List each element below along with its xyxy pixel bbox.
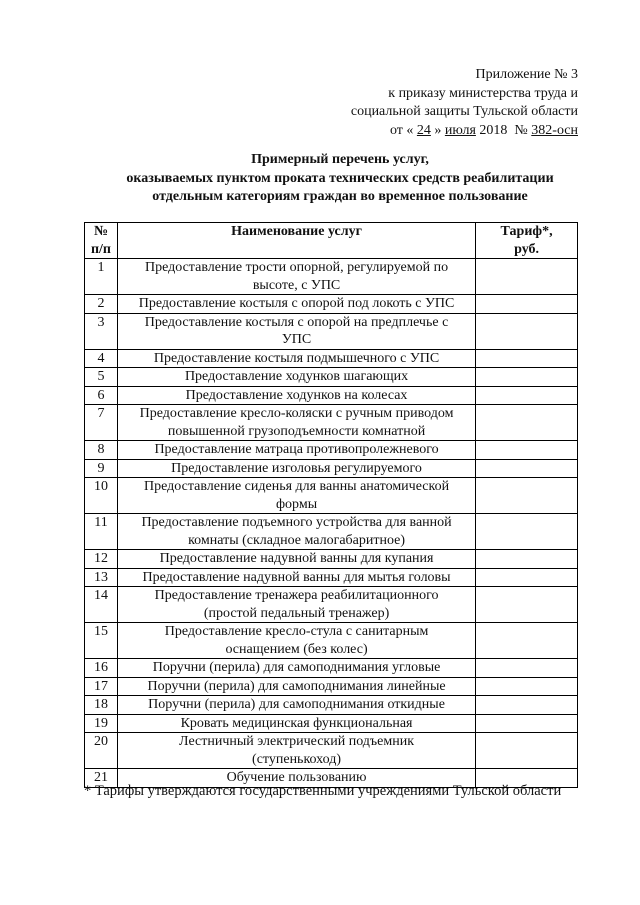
row-number: 19 — [85, 714, 118, 733]
tariff-cell — [476, 368, 578, 387]
row-number: 13 — [85, 568, 118, 587]
tariff-cell — [476, 295, 578, 314]
service-name-line-1: Предоставление тренажера реабилитационного — [154, 588, 439, 603]
services-table — [84, 222, 578, 788]
service-name-line-2: формы — [275, 496, 318, 512]
service-name — [117, 259, 475, 295]
row-number: 1 — [85, 259, 118, 295]
service-name — [117, 405, 475, 441]
service-name — [117, 568, 475, 587]
title-line-1: Примерный перечень услуг, — [251, 152, 429, 167]
tariff-cell — [476, 313, 578, 349]
service-name-line-1: Предоставление трости опорной, регулируемой по — [144, 260, 449, 275]
tariff-cell — [476, 623, 578, 659]
service-name — [117, 714, 475, 733]
row-number: 12 — [85, 550, 118, 569]
service-name-line-1: Предоставление сиденья для ванны анатомической — [144, 479, 450, 494]
header-service-name: Наименование услуг — [117, 223, 475, 259]
service-name-line-2: оснащением (без колес) — [225, 641, 368, 657]
service-name-line-1: Обучение пользованию — [226, 770, 367, 785]
tariff-cell — [476, 459, 578, 478]
table-row — [85, 295, 578, 314]
tariff-cell — [476, 405, 578, 441]
service-name-line-1: Поручни (перила) для самоподнимания откидные — [148, 697, 445, 712]
table-row — [85, 587, 578, 623]
row-number: 17 — [85, 677, 118, 696]
table-row — [85, 441, 578, 460]
row-number: 11 — [85, 514, 118, 550]
row-number: 6 — [85, 386, 118, 405]
header-number-line-1: № — [93, 224, 109, 239]
service-name-line-1: Предоставление костыля подмышечного с УПС — [153, 350, 440, 366]
service-name-line-1: Предоставление надувной ванны для купания — [159, 551, 434, 566]
table-header-row — [85, 223, 578, 259]
service-name — [117, 677, 475, 696]
service-name-line-1: Предоставление костыля с опорой на предплечье с — [144, 314, 449, 330]
tariff-cell — [476, 386, 578, 405]
order-reference: к приказу министерства труда и — [388, 85, 578, 101]
table-row — [85, 714, 578, 733]
header-tariff — [476, 223, 578, 259]
table-row — [85, 623, 578, 659]
service-name-line-2: повышенной грузоподъемности комнатной — [167, 423, 426, 439]
document-title — [40, 151, 640, 207]
tariff-cell — [476, 733, 578, 769]
table-row — [85, 568, 578, 587]
row-number: 10 — [85, 478, 118, 514]
date-mid: » — [434, 122, 442, 138]
row-number: 16 — [85, 659, 118, 678]
number-prefix: № — [514, 122, 528, 138]
tariff-cell — [476, 587, 578, 623]
tariff-footnote: * Тарифы утверждаются государственными учреждениями Тульской области — [84, 783, 562, 799]
service-name-line-1: Предоставление ходунков на колесах — [185, 387, 408, 403]
header-number-line-2: п/п — [90, 241, 111, 257]
service-name-line-1: Предоставление матраца противопролежневого — [154, 442, 439, 457]
table-row — [85, 349, 578, 368]
service-name — [117, 623, 475, 659]
tariff-cell — [476, 514, 578, 550]
order-date-line — [288, 122, 578, 141]
tariff-cell — [476, 714, 578, 733]
date-prefix: от « — [389, 122, 414, 138]
service-name-line-1: Предоставление изголовья регулируемого — [171, 460, 422, 476]
table-row — [85, 259, 578, 295]
row-number: 18 — [85, 696, 118, 715]
row-number: 15 — [85, 623, 118, 659]
table-row — [85, 459, 578, 478]
date-day: 24 — [416, 122, 431, 138]
row-number: 20 — [85, 733, 118, 769]
service-name — [117, 313, 475, 349]
row-number: 2 — [85, 295, 118, 314]
table-row — [85, 677, 578, 696]
header-tariff-line-2: руб. — [514, 241, 540, 257]
service-name-line-1: Предоставление надувной ванны для мытья головы — [142, 569, 451, 585]
table-row — [85, 550, 578, 569]
tariff-cell — [476, 349, 578, 368]
tariff-cell — [476, 441, 578, 460]
table-row — [85, 659, 578, 678]
tariff-cell — [476, 259, 578, 295]
table-row — [85, 478, 578, 514]
tariff-cell — [476, 677, 578, 696]
service-name-line-2: комнаты (складное малогабаритное) — [188, 532, 406, 548]
service-name — [117, 441, 475, 460]
service-name — [117, 459, 475, 478]
service-name-line-1: Поручни (перила) для самоподнимания угловые — [152, 660, 441, 675]
service-name — [117, 550, 475, 569]
header-number — [85, 223, 118, 259]
service-name-line-1: Предоставление ходунков шагающих — [184, 369, 409, 384]
service-name-line-2: УПС — [281, 332, 312, 347]
service-name-line-2: (ступенькоход) — [252, 751, 342, 767]
service-name — [117, 349, 475, 368]
table-row — [85, 386, 578, 405]
service-name — [117, 733, 475, 769]
table-row — [85, 313, 578, 349]
service-name — [117, 295, 475, 314]
service-name-line-2: (простой педальный тренажер) — [203, 605, 390, 621]
tariff-cell — [476, 696, 578, 715]
title-line-3: отдельным категориям граждан во временное пользование — [152, 189, 528, 204]
table-body — [85, 259, 578, 788]
service-name — [117, 587, 475, 623]
appendix-number: Приложение № 3 — [475, 67, 578, 82]
service-name-line-1: Кровать медицинская функциональная — [180, 715, 413, 731]
service-name — [117, 514, 475, 550]
date-month: июля — [444, 122, 476, 138]
title-line-2: оказываемых пунктом проката технических средств реабилитации — [126, 170, 554, 186]
service-name — [117, 386, 475, 405]
service-name-line-1: Предоставление кресло-стула с санитарным — [164, 624, 429, 639]
row-number: 14 — [85, 587, 118, 623]
tariff-cell — [476, 568, 578, 587]
tariff-cell — [476, 659, 578, 678]
row-number: 9 — [85, 459, 118, 478]
service-name-line-2: высоте, с УПС — [252, 277, 341, 293]
header-tariff-line-1: Тариф*, — [500, 224, 553, 239]
ministry-name: социальной защиты Тульской области — [350, 104, 578, 119]
service-name — [117, 368, 475, 387]
table-row — [85, 405, 578, 441]
tariff-cell — [476, 478, 578, 514]
row-number: 7 — [85, 405, 118, 441]
service-name-line-1: Предоставление костыля с опорой под локоть с УПС — [138, 296, 455, 311]
row-number: 21 — [85, 769, 118, 788]
table-row — [85, 514, 578, 550]
table-row — [85, 696, 578, 715]
service-name-line-1: Поручни (перила) для самоподнимания линейные — [147, 678, 446, 694]
order-number: 382-осн — [531, 122, 578, 138]
service-name-line-1: Предоставление подъемного устройства для ванной — [141, 515, 452, 530]
row-number: 4 — [85, 349, 118, 368]
row-number: 5 — [85, 368, 118, 387]
service-name — [117, 659, 475, 678]
row-number: 3 — [85, 313, 118, 349]
tariff-cell — [476, 550, 578, 569]
table-row — [85, 368, 578, 387]
service-name — [117, 696, 475, 715]
table-row — [85, 733, 578, 769]
date-year: 2018 — [479, 122, 508, 138]
service-name-line-1: Предоставление кресло-коляски с ручным приводом — [139, 406, 454, 421]
service-name — [117, 478, 475, 514]
row-number: 8 — [85, 441, 118, 460]
service-name-line-1: Лестничный электрический подъемник — [179, 734, 415, 749]
appendix-header — [288, 66, 578, 140]
